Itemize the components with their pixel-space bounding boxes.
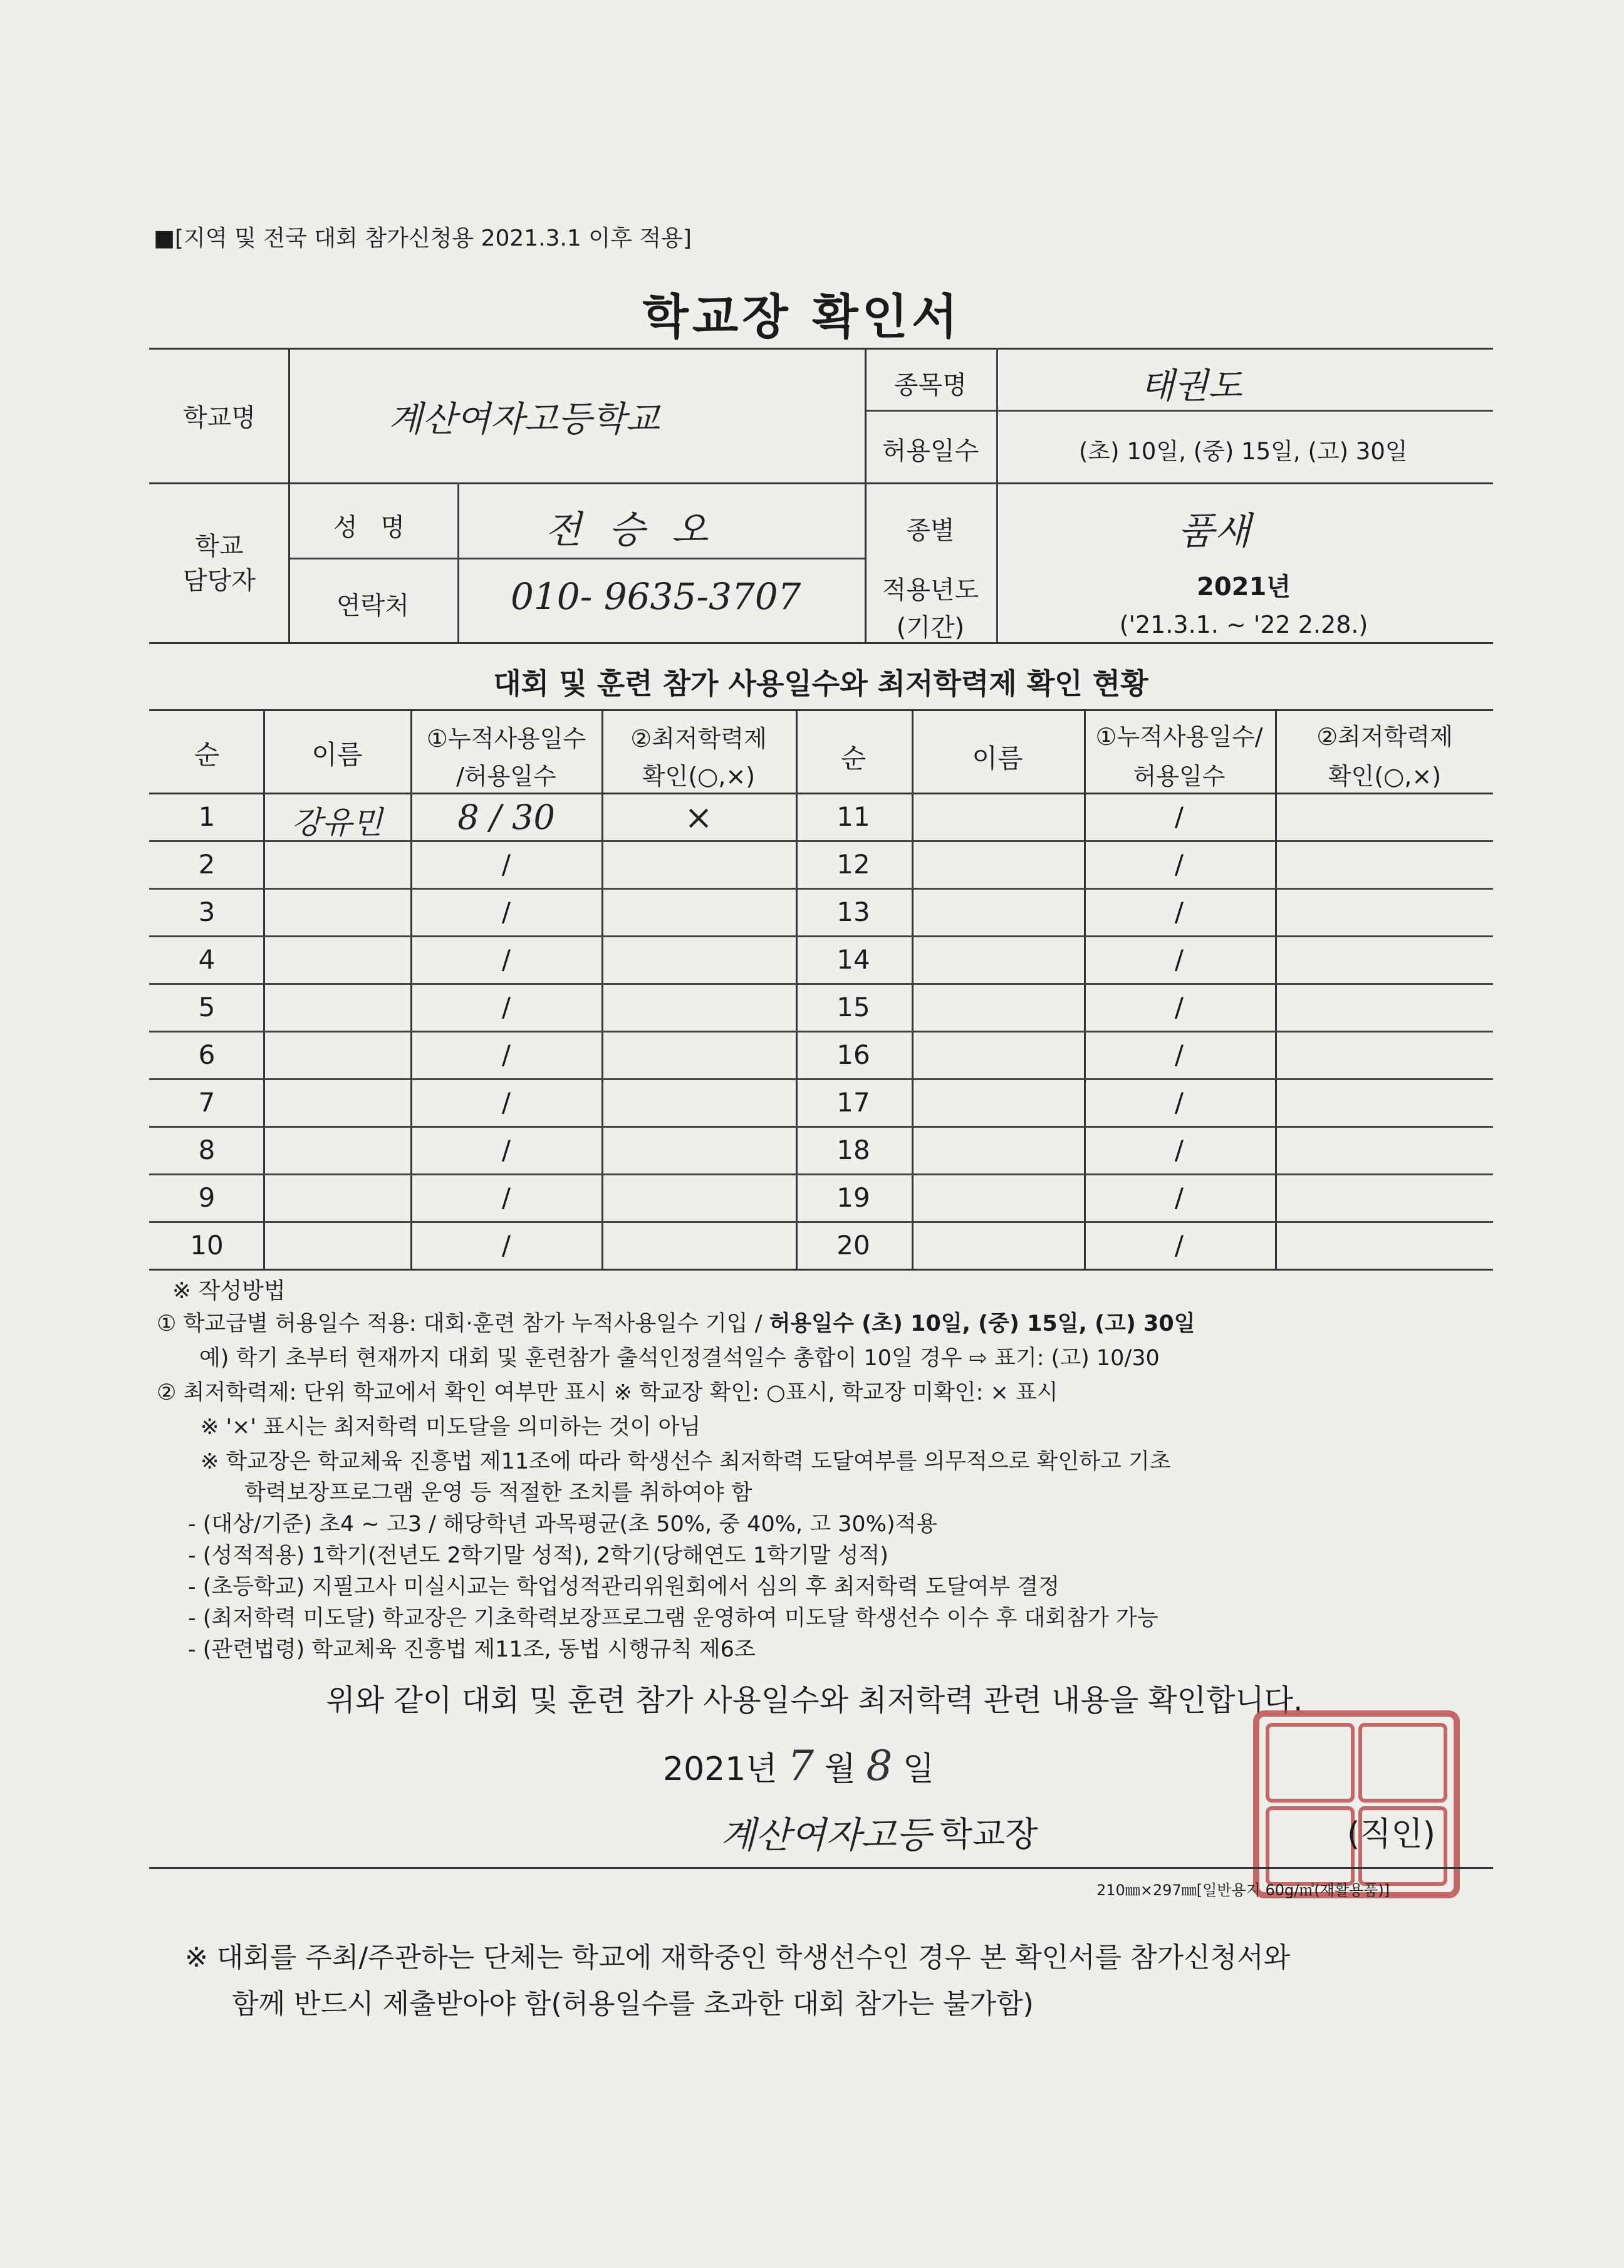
year-value: 2021년 [1197, 573, 1291, 601]
date-day-unit: 일 [902, 1750, 935, 1788]
info-bottom-border [149, 642, 1493, 644]
row-number: 14 [836, 944, 870, 975]
method-line-1-a: ① 학교급별 허용일수 적용: 대회·훈련 참가 누적사용일수 기입 / [157, 1311, 769, 1336]
row-number: 2 [198, 849, 216, 880]
date-month: 7 [788, 1742, 815, 1790]
table-header-border [149, 793, 1493, 794]
row-number: 11 [836, 801, 870, 832]
method-line-3: ② 최저학력제: 단위 학교에서 확인 여부만 표시 ※ 학교장 확인: ○표시, 학교장 미확인: × 표시 [157, 1380, 1058, 1405]
table-row-line [149, 1126, 1493, 1128]
gender-value: 품새 [1178, 509, 1251, 553]
table-bottom-border [149, 1269, 1493, 1271]
info-column-line [288, 348, 290, 642]
table-column-line [1084, 709, 1086, 1269]
sport-value: 태권도 [1140, 366, 1242, 407]
paper-spec: 210㎜×297㎜[일반용지 60g/㎡(재활용품)] [1096, 1881, 1390, 1899]
accumulated-days: / [1174, 849, 1184, 880]
method-line-11: - (관련법령) 학교체육 진흥법 제11조, 동법 시행규칙 제6조 [188, 1637, 756, 1662]
row-number: 18 [836, 1135, 870, 1165]
info-top-border [149, 348, 1493, 350]
signing-date [663, 1742, 934, 1790]
info-divider [288, 558, 865, 559]
footer-divider [149, 1867, 1493, 1869]
section-title: 대회 및 훈련 참가 사용일수와 최저학력제 확인 현황 [493, 667, 1148, 700]
manager-name-value: 전 승 오 [545, 508, 716, 552]
header-check-left-2: 확인(○,×) [642, 762, 756, 790]
accumulated-days: / [1174, 1039, 1184, 1070]
manager-label-2: 담당자 [183, 566, 256, 595]
school-label: 학교명 [183, 403, 256, 432]
row-number: 9 [198, 1182, 216, 1213]
row-number: 12 [836, 849, 870, 880]
accumulated-days: / [501, 1039, 511, 1070]
header-name-left: 이름 [311, 739, 363, 770]
seal-label: (직인) [1347, 1816, 1436, 1853]
principal-school: 계산여자고등 [721, 1814, 932, 1856]
year-label-1: 적용년도 [882, 576, 979, 605]
bottom-note-1: ※ 대회를 주최/주관하는 단체는 학교에 재학중인 학생선수인 경우 본 확인서를 참가신청서와 [185, 1942, 1291, 1974]
row-number: 10 [190, 1230, 224, 1261]
method-line-9: - (초등학교) 지필고사 미실시교는 학업성적관리위원회에서 심의 후 최저학력 도달여부 결정 [188, 1574, 1060, 1600]
info-column-line [865, 348, 867, 642]
info-column-line [996, 348, 998, 642]
confirm-text: 위와 같이 대회 및 훈련 참가 사용일수와 최저학력 관련 내용을 확인합니다. [326, 1683, 1303, 1718]
header-no-left: 순 [194, 739, 220, 770]
method-line-1 [157, 1306, 1195, 1338]
date-day: 8 [866, 1742, 893, 1790]
header-days-right-2: 허용일수 [1133, 762, 1226, 790]
accumulated-days: / [501, 992, 511, 1022]
method-line-4: ※ '×' 표시는 최저학력 미도달을 의미하는 것이 아님 [200, 1415, 701, 1440]
info-divider [149, 482, 1493, 484]
method-line-7: - (대상/기준) 초4 ~ 고3 / 해당학년 과목평균(초 50%, 중 40%, 고 30%)적용 [188, 1512, 938, 1537]
accumulated-days: / [501, 1182, 511, 1213]
bottom-note-2: 함께 반드시 제출받아야 함(허용일수를 초과한 대회 참가는 불가함) [232, 1988, 1034, 2020]
row-number: 5 [198, 992, 216, 1022]
page-title: 학교장 확인서 [642, 289, 962, 345]
accumulated-days: / [1174, 801, 1184, 832]
table-row-line [149, 1078, 1493, 1080]
row-number: 13 [836, 897, 870, 927]
row-number: 8 [198, 1135, 216, 1165]
row-number: 7 [198, 1087, 216, 1118]
row-number: 17 [836, 1087, 870, 1118]
table-column-line [601, 709, 603, 1269]
header-check-right-1: ②최저학력제 [1316, 723, 1453, 751]
min-academic-check: × [684, 798, 713, 837]
row-number: 4 [198, 944, 216, 975]
table-top-border [149, 709, 1493, 711]
method-line-6: 학력보장프로그램 운영 등 적절한 조치를 취하여야 함 [244, 1480, 752, 1506]
contact-label: 연락처 [336, 591, 409, 620]
accumulated-days: / [501, 1230, 511, 1261]
table-row-line [149, 1173, 1493, 1175]
name-label: 성 명 [333, 513, 412, 542]
method-title: ※ 작성방법 [172, 1278, 286, 1304]
accumulated-days: / [1174, 1135, 1184, 1165]
accumulated-days: / [501, 1135, 511, 1165]
table-column-line [410, 709, 412, 1269]
year-label-2: (기간) [896, 613, 965, 642]
accumulated-days: / [1174, 897, 1184, 927]
student-name: 강유민 [291, 804, 383, 841]
header-name-right: 이름 [972, 743, 1023, 774]
gender-label: 종별 [906, 516, 955, 545]
row-number: 19 [836, 1182, 870, 1213]
accumulated-days: / [1174, 1087, 1184, 1118]
header-note: ■[지역 및 전국 대회 참가신청용 2021.3.1 이후 적용] [154, 226, 692, 251]
method-line-1-b: 허용일수 (초) 10일, (중) 15일, (고) 30일 [769, 1311, 1195, 1336]
row-number: 16 [836, 1039, 870, 1070]
allowed-days-value: (초) 10일, (중) 15일, (고) 30일 [1079, 438, 1408, 465]
accumulated-days: / [501, 849, 511, 880]
manager-label-1: 학교 [195, 532, 244, 561]
table-row-line [149, 840, 1493, 842]
header-check-right-2: 확인(○,×) [1328, 762, 1442, 790]
accumulated-days: / [501, 897, 511, 927]
date-month-unit: 월 [824, 1750, 856, 1788]
accumulated-days: 8 / 30 [457, 798, 555, 837]
row-number: 15 [836, 992, 870, 1022]
table-row-line [149, 935, 1493, 937]
allowed-days-label: 허용일수 [882, 437, 979, 466]
header-days-right-1: ①누적사용일수/ [1095, 723, 1263, 751]
row-number: 20 [836, 1230, 870, 1261]
info-column-line [457, 482, 459, 642]
sport-label: 종목명 [894, 371, 967, 400]
table-column-line [263, 709, 265, 1269]
table-column-line [1275, 709, 1277, 1269]
header-no-right: 순 [840, 743, 867, 774]
school-seal-stamp [1253, 1710, 1460, 1898]
table-row-line [149, 1031, 1493, 1033]
table-column-line [912, 709, 914, 1269]
header-check-left-1: ②최저학력제 [630, 725, 767, 752]
table-column-line [796, 709, 798, 1269]
row-number: 6 [198, 1039, 216, 1070]
principal-title: 학교장 [940, 1814, 1038, 1854]
header-days-left-2: /허용일수 [456, 762, 556, 790]
method-line-2: 예) 학기 초부터 현재까지 대회 및 훈련참가 출석인정결석일수 총합이 10일 경우 ⇨ 표기: (고) 10/30 [199, 1346, 1160, 1371]
date-year: 2021년 [663, 1750, 778, 1788]
header-days-left-1: ①누적사용일수 [426, 725, 586, 752]
accumulated-days: / [1174, 992, 1184, 1022]
table-row-line [149, 983, 1493, 985]
row-number: 1 [198, 801, 216, 832]
contact-value: 010- 9635-3707 [511, 575, 801, 618]
accumulated-days: / [1174, 944, 1184, 975]
accumulated-days: / [501, 944, 511, 975]
row-number: 3 [198, 897, 216, 927]
method-line-8: - (성적적용) 1학기(전년도 2학기말 성적), 2학기(당해연도 1학기말 성적) [188, 1543, 888, 1568]
method-line-5: ※ 학교장은 학교체육 진흥법 제11조에 따라 학생선수 최저학력 도달여부를 의무적으로 확인하고 기초 [200, 1449, 1171, 1474]
accumulated-days: / [501, 1087, 511, 1118]
info-divider [865, 410, 1493, 412]
table-row-line [149, 888, 1493, 890]
school-value: 계산여자고등학교 [388, 399, 660, 440]
table-row-line [149, 1221, 1493, 1223]
year-period: ('21.3.1. ~ '22 2.28.) [1119, 611, 1368, 638]
accumulated-days: / [1174, 1182, 1184, 1213]
method-line-10: - (최저학력 미도달) 학교장은 기초학력보장프로그램 운영하여 미도달 학생선수 이수 후 대회참가 가능 [188, 1606, 1158, 1631]
accumulated-days: / [1174, 1230, 1184, 1261]
